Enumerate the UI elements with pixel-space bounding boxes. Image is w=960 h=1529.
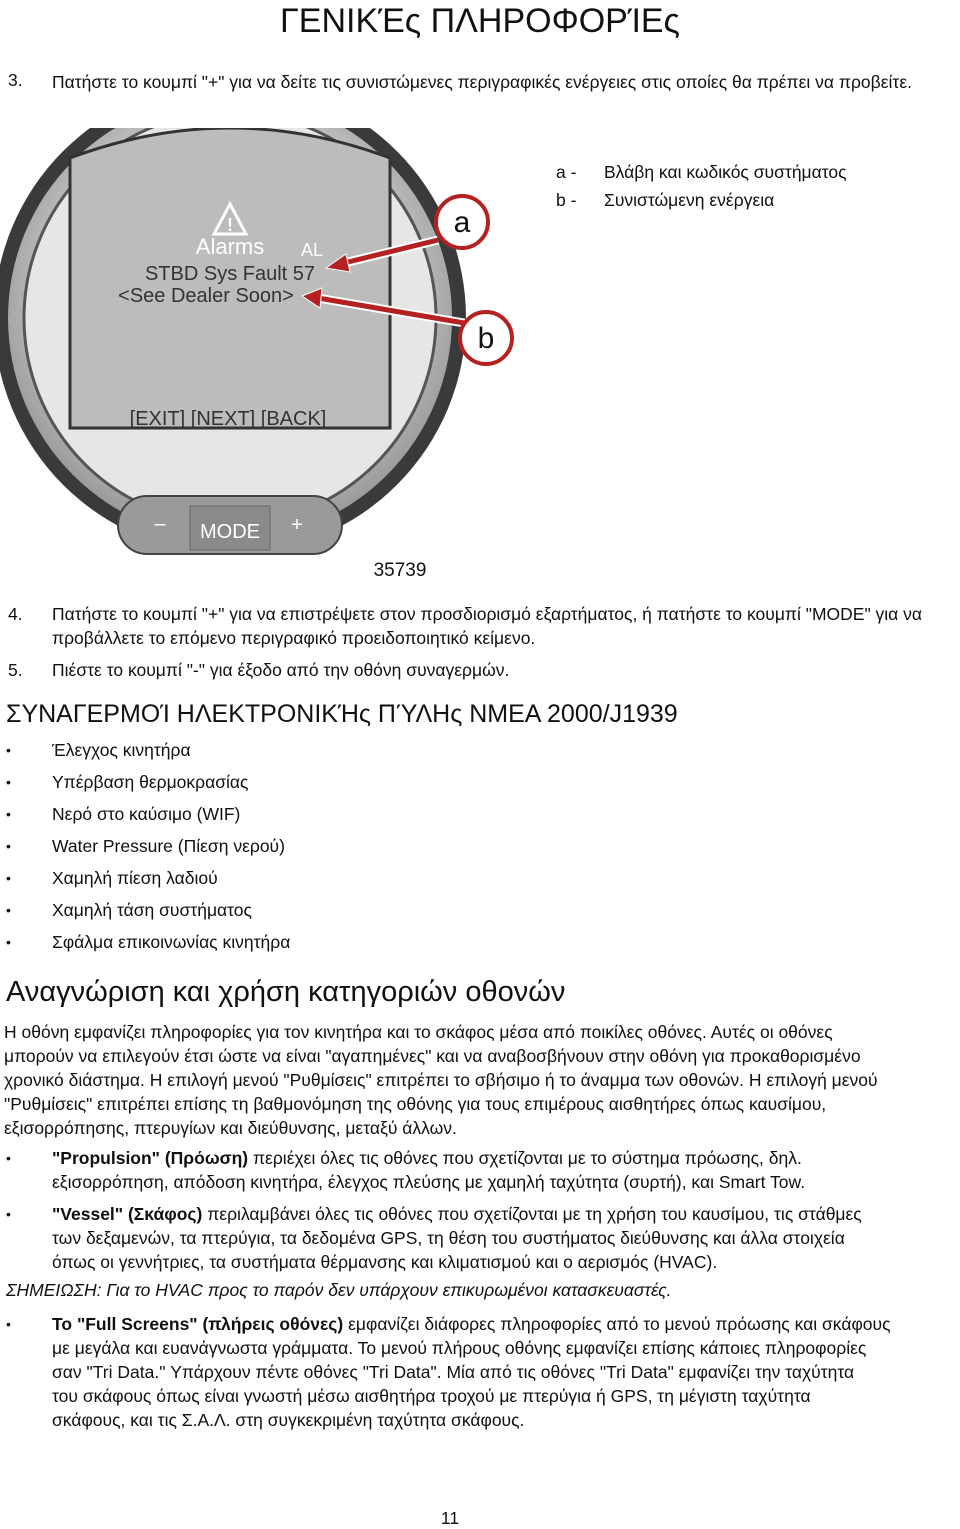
full-screens-line: εμφανίζει διάφορες πληροφορίες από το μενού πρόωσης και σκάφους <box>343 1314 891 1334</box>
vessel-line: περιλαμβάνει όλες τις οθόνες που σχετίζονται με τη χρήση του καυσίμου, τις στάθμες <box>202 1204 862 1224</box>
minus-button: – <box>154 513 166 535</box>
list-item: Σφάλμα επικοινωνίας κινητήρα <box>52 932 291 952</box>
bullet-icon: • <box>6 870 11 886</box>
alarms-label: Alarms <box>195 234 265 259</box>
bullet-icon: • <box>6 934 11 950</box>
list-item: Χαμηλή πίεση λαδιού <box>52 868 218 888</box>
dealer-line: <See Dealer Soon> <box>118 285 294 307</box>
bullet-propulsion <box>52 1146 805 1194</box>
page-number: 11 <box>440 1508 460 1528</box>
legend-a-key: a - <box>556 162 577 182</box>
menu-line: [EXIT] [NEXT] [BACK] <box>129 408 327 430</box>
propulsion-term: "Propulsion" (Πρόωση) <box>52 1148 249 1168</box>
mode-label: MODE <box>200 521 260 543</box>
intro-paragraph <box>4 1020 878 1140</box>
list-item: Χαμηλή τάση συστήματος <box>52 900 252 920</box>
bullet-icon: • <box>6 902 11 918</box>
vessel-line: των δεξαμενών, τα πτερύγια, τα δεδομένα GPS, τη θέση του συστήματος διεύθυνσης και άλλα στοιχεία <box>52 1228 845 1248</box>
fault-line: STBD Sys Fault 57 <box>144 263 316 285</box>
intro-line: μπορούν να επιλεγούν έτσι ώστε να είναι "αγαπημένες" και να αναβοσβήνουν στην οθόνη για προκαθορισμένο <box>4 1046 861 1066</box>
vessel-line: όπως οι γεννήτριες, τα συστήματα θέρμανσης και κλιματισμού και ο αερισμός (HVAC). <box>52 1252 718 1272</box>
legend-b-key: b - <box>556 190 577 210</box>
list-item: Νερό στο καύσιμο (WIF) <box>52 804 241 824</box>
list-item: Water Pressure (Πίεση νερού) <box>52 836 285 856</box>
page-title: ΓΕΝΙΚΈς ΠΛΗΡΟΦΟΡΊΕς <box>280 2 680 40</box>
bullet-icon: • <box>6 806 11 822</box>
list-item: Έλεγχος κινητήρα <box>52 740 191 760</box>
legend-a-text: Βλάβη και κωδικός συστήματος <box>604 162 847 182</box>
full-screens-line: του σκάφους όπως είναι γνωστή μέσω αισθητήρα τροχού με πτερύγια ή GPS, τη μέγιστη ταχύτητα <box>52 1386 811 1406</box>
full-screens-term: Το "Full Screens" (πλήρεις οθόνες) <box>52 1314 344 1334</box>
intro-line: χρονικό διάστημα. Η επιλογή μενού "Ρυθμίσεις" επιτρέπει το σβήσιμο ή το άναμμα των οθονών. Η επιλογή μενού <box>4 1070 878 1090</box>
bullet-icon: • <box>6 1316 11 1332</box>
step-4-number: 4. <box>8 604 23 624</box>
intro-line: Η οθόνη εμφανίζει πληροφορίες για τον κινητήρα και το σκάφος μέσα από ποικίλες οθόνες. Αυτές οι οθόνες <box>4 1022 833 1042</box>
vessel-term: "Vessel" (Σκάφος) <box>52 1204 203 1224</box>
callout-a-label: a <box>453 206 471 239</box>
full-screens-line: με μεγάλα και ευανάγνωστα γράμματα. Το μενού πλήρους οθόνης εμφανίζει επίσης κάποιες πληροφορίες <box>52 1338 867 1358</box>
section-alarms-title: ΣΥΝΑΓΕΡΜΟΊ ΗΛΕΚΤΡΟΝΙΚΉς ΠΎΛΗς NMEA 2000/J1939 <box>6 700 678 728</box>
intro-line: "Ρυθμίσεις" επιτρέπει επίσης τη βαθμονόμηση της οθόνης για τους επιμέρους αισθητήρες όπως καυσίμου, <box>4 1094 827 1114</box>
svg-text:!: ! <box>227 215 233 235</box>
step-5-number: 5. <box>8 660 23 680</box>
intro-line: εξισορρόπησης, πτερυγίων και διεύθυνσης, μεταξύ άλλων. <box>4 1118 457 1138</box>
bullet-icon: • <box>6 1150 11 1166</box>
figure-id: 35739 <box>373 560 427 581</box>
legend-b-text: Συνιστώμενη ενέργεια <box>604 190 775 210</box>
full-screens-line: σαν "Tri Data." Υπάρχουν πέντε οθόνες "Tri Data". Μία από τις οθόνες "Tri Data" εμφανίζει την ταχύτητα <box>52 1362 855 1382</box>
propulsion-line: εξισορρόπηση, απόδοση κινητήρα, έλεγχος πλεύσης με χαμηλή ταχύτητα (συρτή), και Smart Tow. <box>52 1172 806 1192</box>
bullet-icon: • <box>6 838 11 854</box>
bullet-icon: • <box>6 774 11 790</box>
bullet-icon: • <box>6 1206 11 1222</box>
propulsion-line: περιέχει όλες τις οθόνες που σχετίζονται με το σύστημα πρόωσης, δηλ. <box>248 1148 802 1168</box>
bullet-icon: • <box>6 742 11 758</box>
step-3-number: 3. <box>8 70 23 90</box>
list-item: Υπέρβαση θερμοκρασίας <box>52 772 249 792</box>
plus-button: + <box>291 514 303 536</box>
al-label: AL <box>300 240 324 260</box>
step-5-text: Πιέστε το κουμπί "-" για έξοδο από την οθόνη συναγερμών. <box>52 660 510 680</box>
note-text: ΣΗΜΕΙΩΣΗ: Για το HVAC προς το παρόν δεν υπάρχουν επικυρωμένοι κατασκευαστές. <box>6 1280 672 1300</box>
bullet-vessel <box>52 1202 862 1274</box>
bullet-full-screens <box>52 1312 891 1432</box>
callout-b-label: b <box>477 322 495 355</box>
step-3-text: Πατήστε το κουμπί "+" για να δείτε τις συνιστώμενες περιγραφικές ενέργειες στις οποίες θα πρέπει να προβείτε. <box>52 72 912 92</box>
gauge-illustration <box>0 128 560 588</box>
section-screens-title: Αναγνώριση και χρήση κατηγοριών οθονών <box>6 976 566 1008</box>
full-screens-line: σκάφους, και τις Σ.Α.Λ. στη συγκεκριμένη ταχύτητα σκάφους. <box>52 1410 525 1430</box>
step-4-text: Πατήστε το κουμπί "+" για να επιστρέψετε στον προσδιορισμό εξαρτήματος, ή πατήστε το κουμπί "MODE" για να προβάλλετε το επόμενο περιγραφικό προειδοποιητικό κείμενο. <box>52 604 923 648</box>
